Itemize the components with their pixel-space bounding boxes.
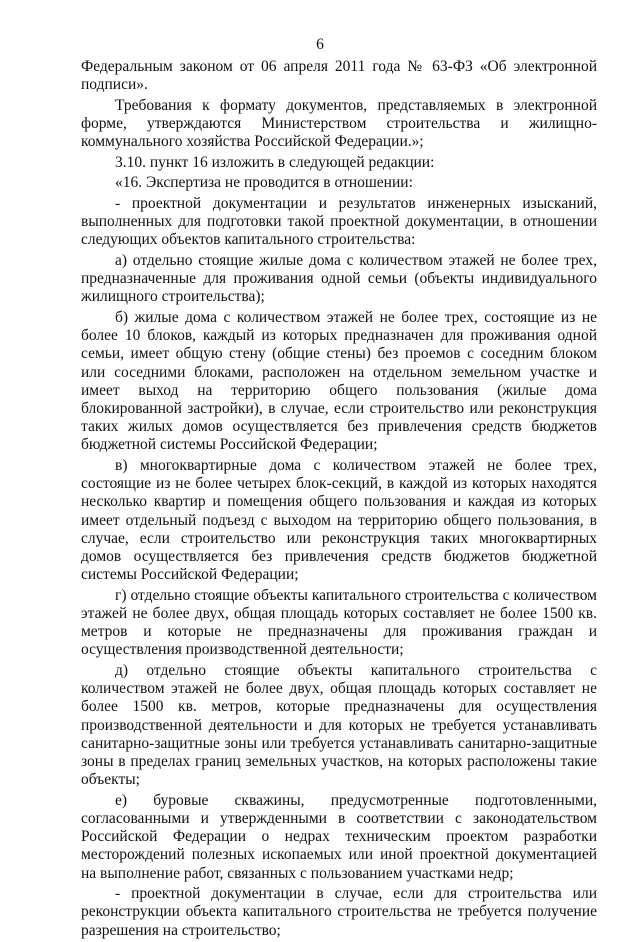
paragraph-6: б) жилые дома с количеством этажей не более трех, состоящие из не более 10 блоков, каждый из которых предназначен для проживания одной семьи, имеет общую стену (общие стены) без проемов с соседним блоком или соседними блоками, расположен на отдельном земельном участке и имеет выход на территорию общего пользования (жилые дома блокированной застройки), в случае, если строительство или реконструкция таких жилых домов осуществляется без привлечения средств бюджетов бюджетной системы Российской Федерации; [81,308,597,454]
paragraph-7: в) многоквартирные дома с количеством этажей не более трех, состоящие из не более четырех блок-секций, в каждой из которых находятся несколько квартир и помещения общего пользования и каждая из которых имеет отдельный подъезд с выходом на территорию общего пользования, в случае, если строительство или реконструкция таких многоквартирных домов осуществляется без привлечения средств бюджетов бюджетной системы Российской Федерации; [81,457,597,584]
paragraph-0: Федеральным законом от 06 апреля 2011 года № 63-ФЗ «Об электронной подписи». [81,58,597,94]
paragraph-2: 3.10. пункт 16 изложить в следующей редакции: [115,153,435,171]
paragraph-11: - проектной документации в случае, если для строительства или реконструкции объекта капитального строительства не требуется получение разрешения на строительство; [81,885,597,939]
paragraph-8: г) отдельно стоящие объекты капитального строительства с количеством этажей не более двух, общая площадь которых составляет не более 1500 кв. метров и которые не предназначены для проживания граждан и осуществления производственной деятельности; [81,586,597,659]
document-body [81,58,597,942]
paragraph-9: д) отдельно стоящие объекты капитального строительства с количеством этажей не более двух, общая площадь которых составляет не более 1500 кв. метров, которые предназначены для осуществления производственной деятельности и для которых не требуется устанавливать санитарно-защитные зоны или требуется устанавливать санитарно-защитные зоны в пределах границ земельных участков, на которых расположены такие объекты; [81,662,597,789]
paragraph-4: - проектной документации и результатов инженерных изысканий, выполненных для подготовки такой проектной документации, в отношении следующих объектов капитального строительства: [81,194,597,249]
paragraph-5: а) отдельно стоящие жилые дома с количеством этажей не более трех, предназначенные для проживания одной семьи (объекты индивидуального жилищного строительства); [81,251,597,306]
paragraph-1: Требования к формату документов, представляемых в электронной форме, утверждаются Министерством строительства и жилищно-коммунального хозяйства Российской Федерации.»; [81,96,597,151]
paragraph-10: е) буровые скважины, предусмотренные подготовленными, согласованными и утвержденными в соответствии с законодательством Российской Федерации о недрах техническим проектом разработки месторождений полезных ископаемых или иной проектной документацией на выполнение работ, связанных с пользованием участками недр; [81,791,597,882]
paragraph-3: «16. Экспертиза не проводится в отношении: [115,174,413,192]
page-number: 6 [316,36,324,53]
